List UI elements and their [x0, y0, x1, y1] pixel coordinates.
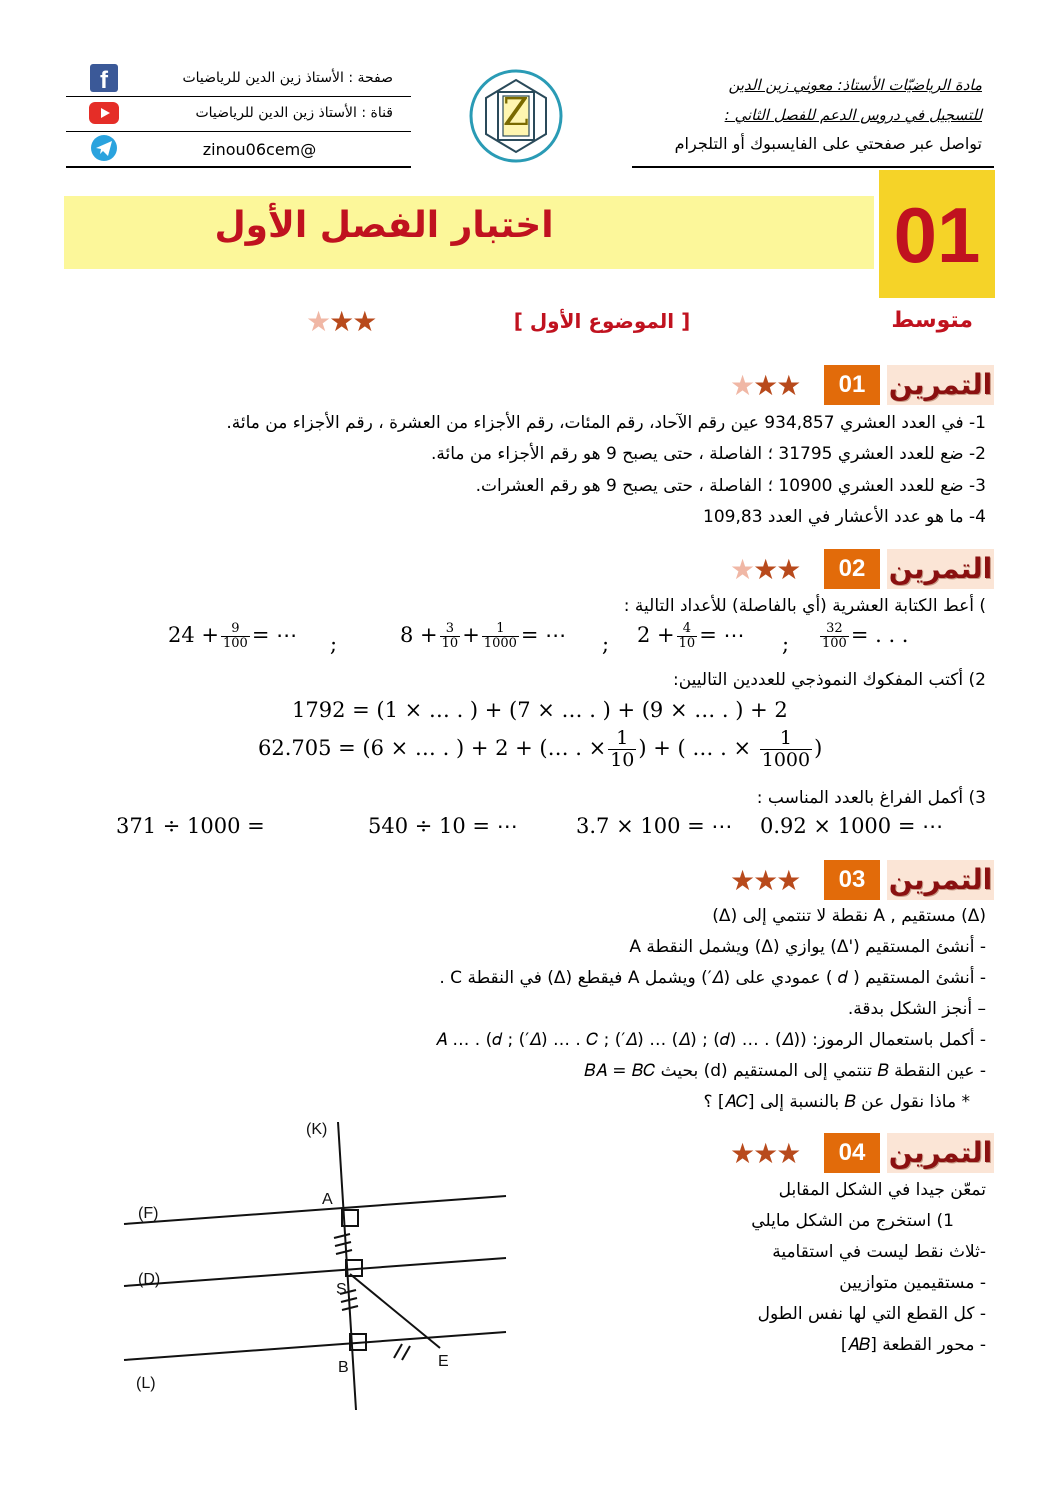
- ex4-line-2: 1) استخرج من الشكل مايلي: [751, 1211, 954, 1231]
- ex2-expr-2: 8 + $\frac{3}{10}$ + $\frac{1}{1000}$ = ⋯: [400, 621, 567, 651]
- youtube-row[interactable]: [66, 97, 411, 132]
- label-A: A: [322, 1191, 333, 1208]
- star-icon: ★: [776, 1137, 800, 1170]
- ex2-question-2: 2) أكتب المفكوك النموذجي للعددين التاليين:: [672, 670, 986, 690]
- star-icon: ★: [753, 864, 777, 897]
- star-icon: ★: [730, 1137, 754, 1170]
- header-contact-line: تواصل عبر صفحتي على الفايسبوك أو التلجرام: [674, 134, 982, 153]
- exercise-number: 02: [824, 549, 880, 589]
- label-D: (D): [138, 1271, 161, 1288]
- exercise-stars: [730, 369, 800, 402]
- telegram-icon[interactable]: [88, 134, 120, 162]
- ex3-line-2: - أنشئ المستقيم ('Δ) يوازي (Δ) ويشمل النقطة A: [629, 937, 986, 957]
- ex2-sep: ;: [602, 632, 610, 656]
- ex4-line-3: -ثلاث نقط ليست في استقامية: [772, 1242, 986, 1262]
- label-F: (F): [138, 1205, 159, 1222]
- tick-mark: [394, 1344, 402, 1358]
- line-D: [124, 1258, 506, 1286]
- star-icon: ★: [753, 369, 777, 402]
- logo: [468, 68, 564, 164]
- facebook-text: صفحة : الأستاذ زين الدين للرياضيات: [182, 70, 393, 86]
- exercise-stars: [730, 553, 800, 586]
- exercise-label: التمرين: [887, 1133, 994, 1173]
- telegram-row[interactable]: [66, 132, 411, 166]
- facebook-row[interactable]: [66, 62, 411, 97]
- ex2-expr-4: $\frac{32}{100}$ = . . .: [822, 621, 909, 651]
- line-F: [124, 1196, 506, 1224]
- ex4-line-1: تمعّن جيدا في الشكل المقابل: [778, 1180, 986, 1200]
- ex2-question-3: 3) أكمل الفراغ بالعدد المناسب :: [756, 788, 986, 808]
- ex2-sep: ;: [330, 632, 338, 656]
- level-label: متوسط: [891, 308, 973, 333]
- tick-mark: [402, 1346, 410, 1360]
- ex4-line-4: - مستقيمين متوازيين: [839, 1273, 986, 1293]
- test-number: 01: [893, 191, 981, 279]
- star-icon: ★: [753, 1137, 777, 1170]
- page-title: اختبار الفصل الأول: [214, 205, 554, 246]
- star-icon: ★: [306, 305, 330, 338]
- tick-mark: [334, 1234, 350, 1238]
- exercise-label: التمرين: [887, 860, 994, 900]
- ex4-line-5: - كل القطع التي لها نفس الطول: [757, 1304, 986, 1324]
- label-E: E: [438, 1353, 449, 1370]
- ex3-line-3: - أنشئ المستقيم ( 𝑑 ) عمودي على (𝛥′) ويشمل A فيقطع (Δ) في النقطة C .: [439, 968, 986, 988]
- youtube-icon[interactable]: [88, 99, 120, 127]
- ex2-sep: ;: [782, 632, 790, 656]
- star-icon: ★: [730, 864, 754, 897]
- ex2-expansion-2: 62.705 = (6 × … . ) + 2 + (… . × $\frac{1}{10}$ ) + ( … . × $\frac{1}{1000}$ ): [258, 727, 823, 771]
- ex3-line-4: – أنجز الشكل بدقة.: [847, 999, 986, 1019]
- geometry-figure: [110, 1110, 510, 1420]
- tick-mark: [336, 1250, 352, 1254]
- ex3-line-7: * ماذا نقول عن 𝐵 بالنسبة إلى [𝐴𝐶] ؟: [703, 1092, 970, 1112]
- star-icon: ★: [730, 553, 754, 586]
- star-icon: ★: [776, 864, 800, 897]
- svg-text:f: f: [100, 67, 108, 92]
- star-icon: ★: [329, 305, 353, 338]
- star-icon: ★: [776, 369, 800, 402]
- ex2-expr-1: 24 + $\frac{9}{100}$ = ⋯: [168, 621, 298, 651]
- facebook-icon[interactable]: [88, 64, 120, 92]
- ex3-line-1: (Δ) مستقيم , A نقطة لا تنتمي إلى (Δ): [712, 906, 986, 926]
- ex2-expansion-1: 1792 = (1 × … . ) + (7 × … . ) + (9 × … . ) + 2: [292, 698, 788, 722]
- exercise-number: 03: [824, 860, 880, 900]
- star-icon: ★: [776, 553, 800, 586]
- label-B: B: [338, 1359, 349, 1376]
- ex1-line-2: 2- ضع للعدد العشري 31795 ؛ الفاصلة ، حتى يصبح 9 هو رقم الأجزاء من مائة.: [430, 444, 986, 464]
- ex4-line-6: - محور القطعة [𝐴𝐵]: [840, 1335, 986, 1355]
- ex2-fill-1: 0.92 × 1000 = ⋯: [760, 814, 944, 838]
- star-icon: ★: [753, 553, 777, 586]
- difficulty-stars: [306, 305, 376, 338]
- exercise-label: التمرين: [887, 549, 994, 589]
- label-K: (K): [306, 1121, 328, 1138]
- segment-SE: [350, 1274, 440, 1348]
- ex1-line-1: 1- في العدد العشري 934,857 عين رقم الآحاد، رقم المئات، رقم الأجزاء من العشرة ، رقم الأجزاء من مائة.: [226, 413, 986, 433]
- exercise-number: 01: [824, 365, 880, 405]
- label-L: (L): [136, 1375, 156, 1392]
- label-S: S: [336, 1281, 347, 1298]
- header-registration-line: للتسجيل في دروس الدعم للفصل الثاني :: [724, 106, 982, 124]
- ex3-line-5: - أكمل باستعمال الرموز: (𝐴 … . (𝑑 ; (′𝛥) … . 𝐶 ; (′𝛥) … (𝛥) ; (𝑑) … . (𝛥): [435, 1030, 986, 1050]
- youtube-text: قناة : الأستاذ زين الدين للرياضيات: [195, 105, 393, 121]
- tick-mark: [335, 1242, 351, 1246]
- exercise-stars: [730, 864, 800, 897]
- header-divider-right: [632, 166, 994, 168]
- ex2-expr-3: 2 + $\frac{4}{10}$ = ⋯: [637, 621, 745, 651]
- exercise-stars: [730, 1137, 800, 1170]
- geometry-figure-svg: [110, 1110, 510, 1420]
- exercise-label: التمرين: [887, 365, 994, 405]
- ex3-line-6: - عين النقطة 𝐵 تنتمي إلى المستقيم (d) بحيث 𝐵𝐴 = 𝐵𝐶: [584, 1061, 986, 1081]
- header-subject-line: مادة الرياضيّات الأستاذ: معوني زين الدين: [728, 76, 982, 94]
- line-L: [124, 1332, 506, 1360]
- logo-letter: Z: [502, 90, 530, 134]
- ex2-fill-3: 540 ÷ 10 = ⋯: [368, 814, 518, 838]
- ex2-question-1: ) أعط الكتابة العشرية (أي بالفاصلة) للأعداد التالية :: [623, 596, 986, 616]
- telegram-handle: @zinou06cem: [202, 140, 317, 159]
- ex2-fill-2: 3.7 × 100 = ⋯: [576, 814, 733, 838]
- subject-label: [ الموضوع الأول ]: [513, 309, 691, 333]
- star-icon: ★: [352, 305, 376, 338]
- ex2-fill-4: 371 ÷ 1000 =: [116, 814, 265, 838]
- exercise-number: 04: [824, 1133, 880, 1173]
- star-icon: ★: [730, 369, 754, 402]
- ex1-line-3: 3- ضع للعدد العشري 10900 ؛ الفاصلة ، حتى يصبح 9 هو رقم العشرات.: [475, 476, 986, 496]
- header-divider-left: [66, 166, 411, 168]
- ex1-line-4: 4- ما هو عدد الأعشار في العدد 109,83: [703, 507, 986, 527]
